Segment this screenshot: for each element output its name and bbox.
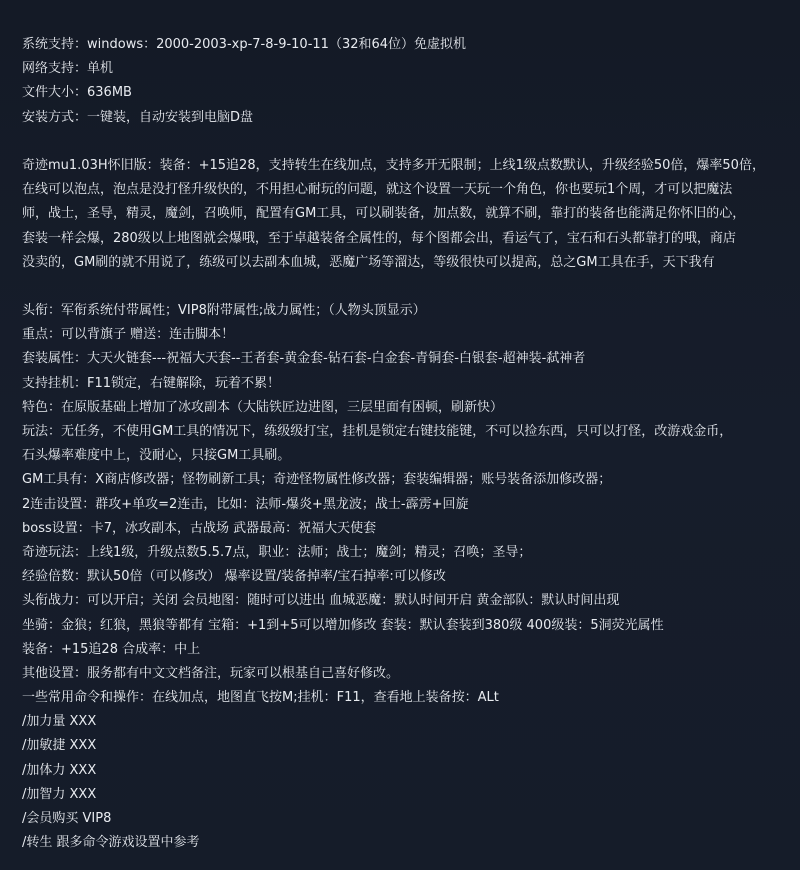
combo-settings-line: 2连击设置：群攻+单攻=2连击，比如：法师-爆炎+黑龙波；战士-霹雳+回旋 bbox=[22, 496, 469, 512]
other-settings-line: 其他设置：服务都有中文文档备注，玩家可以根基自己喜好修改。 bbox=[22, 665, 400, 681]
intro-line: 奇迹mu1.03H怀旧版：装备：+15追28，支持转生在线加点，支持多开无限制；上线1级点数默认，升级经验50倍，爆率50倍， bbox=[22, 157, 765, 173]
intro-line: 在线可以泡点，泡点是没打怪升级快的，不用担心耐玩的问题，就这个设置一天玩一个角色，你也要玩1个周，才可以把魔法 bbox=[22, 182, 733, 198]
special-feature-line: 特色：在原版基础上增加了冰攻副本（大陆铁匠边进图，三层里面有困顿，刷新快） bbox=[22, 399, 504, 415]
command-line: /加体力 XXX bbox=[22, 762, 97, 778]
gm-tools-line: GM工具有：X商店修改器；怪物刷新工具；奇迹怪物属性修改器；套装编辑器；账号装备添加修改器； bbox=[22, 472, 612, 488]
command-line: /加力量 XXX bbox=[22, 714, 97, 730]
mu-gameplay-line: 奇迹玩法：上线1级，升级点数5.5.7点，职业：法师；战士；魔剑；精灵；召唤；圣导； bbox=[22, 544, 532, 560]
gameplay-line: 玩法：无任务，不使用GM工具的情况下，练级级打宝，挂机是锁定右键技能键，不可以捡东西，只可以打怪，改游戏金币， bbox=[22, 424, 733, 439]
title-power-line: 头衔战力：可以开启；关闭 会员地图：随时可以进出 血城恶魔：默认时间开启 黄金部队：默认时间出现 bbox=[22, 593, 620, 609]
document-body bbox=[22, 33, 794, 855]
command-line: /加敏捷 XXX bbox=[22, 738, 97, 754]
command-line: /加智力 XXX bbox=[22, 786, 97, 802]
intro-line: 师，战士，圣导，精灵，魔剑，召唤师，配置有GM工具，可以刷装备，加点数，就算不刷，靠打的装备也能满足你怀旧的心， bbox=[22, 206, 746, 222]
intro-line: 没卖的，GM刷的就不用说了，练级可以去副本血城，恶魔广场等溜达，等级很快可以提高，总之GM工具在手，天下我有 bbox=[22, 254, 715, 270]
spacer bbox=[22, 130, 794, 154]
exp-rate-line: 经验倍数：默认50倍（可以修改） 爆率设置/装备掉率/宝石掉率:可以修改 bbox=[22, 569, 446, 585]
command-line: /转生 跟多命令游戏设置中参考 bbox=[22, 835, 200, 851]
boss-settings-line: boss设置：卡7，冰攻副本，古战场 武器最高：祝福大天使套 bbox=[22, 520, 377, 536]
common-commands-line: 一些常用命令和操作：在线加点，地图直飞按M;挂机：F11，查看地上装备按：ALt bbox=[22, 690, 499, 706]
features-section bbox=[22, 299, 794, 855]
intro-line: 套装一样会爆，280级以上地图就会爆哦，至于卓越装备全属性的，每个图都会出，看运气了，宝石和石头都靠打的哦，商店 bbox=[22, 230, 736, 246]
equipment-line: 装备：+15追28 合成率：中上 bbox=[22, 641, 201, 657]
mounts-line: 坐骑：金狼；红狼，黑狼等都有 宝箱：+1到+5可以增加修改 套装：默认套装到380级 400级装：5洞荧光属性 bbox=[22, 617, 664, 633]
highlight-line: 重点：可以背旗子 赠送：连击脚本！ bbox=[22, 327, 235, 343]
command-line: /会员购买 VIP8 bbox=[22, 811, 112, 826]
set-attributes-line: 套装属性：大天火链套---祝福大天套--王者套-黄金套-钻石套-白金套-青铜套-白银套-超神装-弑神者 bbox=[22, 351, 586, 367]
intro-paragraph bbox=[22, 154, 794, 275]
gameplay-line-cont: 石头爆率难度中上，没耐心，只接GM工具刷。 bbox=[22, 448, 291, 464]
network-support-line: 网络支持：单机 bbox=[22, 61, 114, 77]
system-info-section bbox=[22, 33, 794, 130]
install-method-line: 安装方式：一键装，自动安装到电脑D盘 bbox=[22, 109, 254, 125]
spacer bbox=[22, 275, 794, 299]
file-size-line: 文件大小：636MB bbox=[22, 85, 132, 101]
system-support-line: 系统支持：windows：2000-2003-xp-7-8-9-10-11（32和64位）免虚拟机 bbox=[22, 37, 467, 52]
title-attributes-line: 头衔：军衔系统付带属性；VIP8附带属性;战力属性；（人物头顶显示） bbox=[22, 303, 426, 319]
auto-play-line: 支持挂机：F11锁定，右键解除，玩着不累！ bbox=[22, 375, 281, 391]
